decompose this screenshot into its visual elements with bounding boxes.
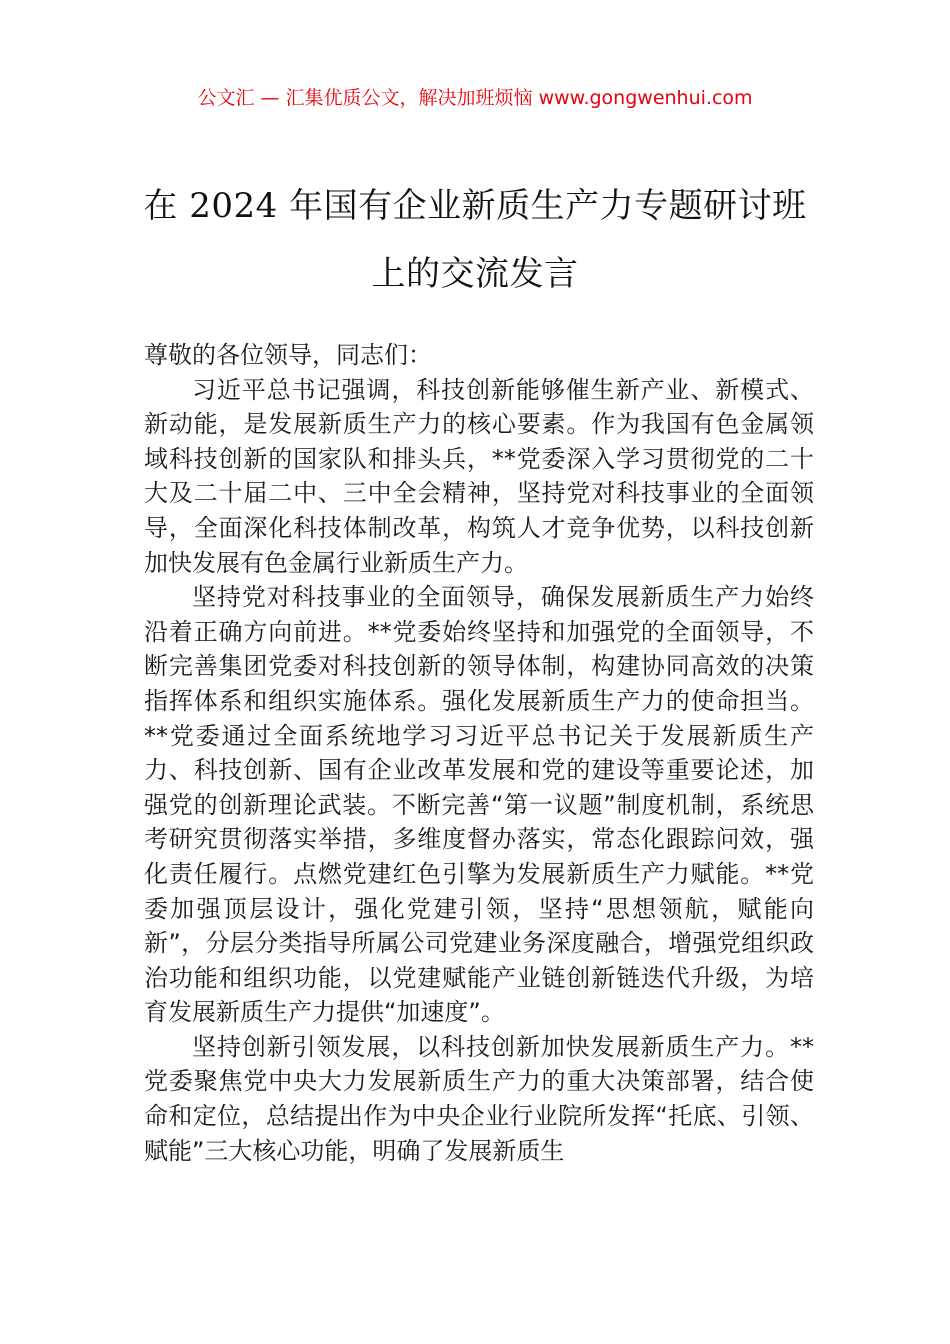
body-paragraph: 习近平总书记强调，科技创新能够催生新产业、新模式、新动能，是发展新质生产力的核心要素。作为我国有色金属领域科技创新的国家队和排头兵，**党委深入学习贯彻党的二十大及二十届二中、三中全会精神，坚持党对科技事业的全面领导，全面深化科技体制改革，构筑人才竞争优势，以科技创新加快发展有色金属行业新质生产力。 xyxy=(144,375,814,577)
title-line-2: 上的交流发言 xyxy=(371,254,579,294)
document-body xyxy=(144,338,814,1168)
body-paragraph: 坚持创新引领发展，以科技创新加快发展新质生产力。**党委聚焦党中央大力发展新质生产力的重大决策部署，结合使命和定位，总结提出作为中央企业行业院所发挥“托底、引领、赋能”三大核心功能，明确了发展新质生 xyxy=(144,1032,814,1165)
document-title xyxy=(120,172,830,308)
salutation: 尊敬的各位领导，同志们： xyxy=(144,341,432,369)
title-line-1: 在 2024 年国有企业新质生产力专题研讨班 xyxy=(143,186,807,226)
header-banner[interactable]: 公文汇 — 汇集优质公文，解决加班烦恼 www.gongwenhui.com xyxy=(197,87,753,109)
body-paragraph: 坚持党对科技事业的全面领导，确保发展新质生产力始终沿着正确方向前进。**党委始终坚持和加强党的全面领导，不断完善集团党委对科技创新的领导体制，构建协同高效的决策指挥体系和组织实施体系。强化发展新质生产力的使命担当。**党委通过全面系统地学习习近平总书记关于发展新质生产力、科技创新、国有企业改革发展和党的建设等重要论述，加强党的创新理论武装。不断完善“第一议题”制度机制，系统思考研究贯彻落实举措，多维度督办落实，常态化跟踪问效，强化责任履行。点燃党建红色引擎为发展新质生产力赋能。**党委加强顶层设计，强化党建引领，坚持“思想领航，赋能向新”，分层分类指导所属公司党建业务深度融合，增强党组织政治功能和组织功能，以党建赋能产业链创新链迭代升级，为培育发展新质生产力提供“加速度”。 xyxy=(144,583,814,1027)
